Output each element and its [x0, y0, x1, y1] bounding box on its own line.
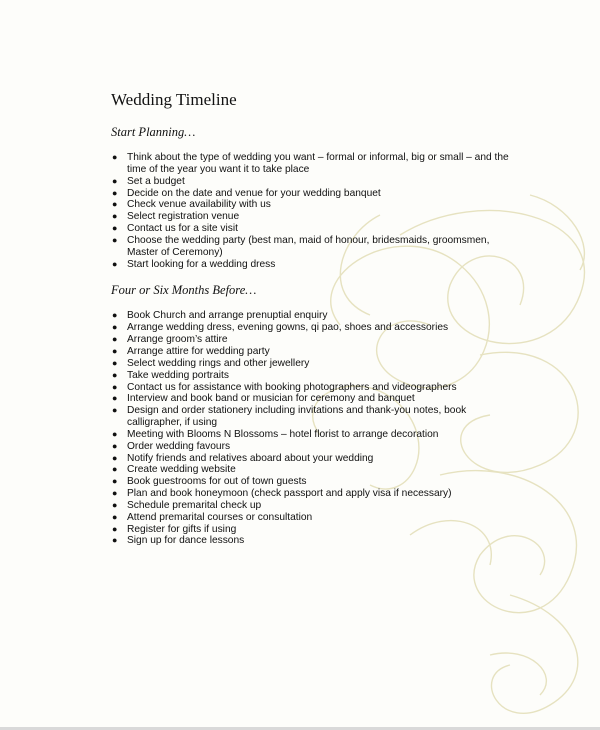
- bullet-icon: ●: [112, 211, 118, 222]
- bullet-icon: ●: [112, 488, 118, 499]
- bullet-icon: ●: [112, 357, 118, 368]
- page-title: Wedding Timeline: [111, 90, 237, 109]
- list-item: ● Notify friends and relatives aboard about your wedding: [112, 452, 374, 464]
- section-heading: Four or Six Months Before…: [111, 283, 257, 298]
- bullet-icon: ●: [112, 523, 118, 534]
- bullet-icon: ●: [112, 152, 118, 162]
- bullet-list: [111, 152, 511, 270]
- list-item: ● Arrange attire for wedding party: [112, 345, 270, 357]
- bullet-icon: ●: [112, 428, 118, 439]
- bullet-icon: ●: [112, 310, 118, 321]
- section-four-or-six-months: [111, 283, 511, 547]
- bullet-icon: ●: [112, 334, 118, 345]
- list-item: ● Choose the wedding party (best man, maid of honour, bridesmaids, groomsmen, Master of Ceremony): [112, 234, 490, 258]
- list-item: ● Arrange groom’s attire: [112, 334, 228, 346]
- list-item: ● Sign up for dance lessons: [112, 535, 245, 547]
- list-item: ● Create wedding website: [112, 464, 236, 476]
- bullet-icon: ●: [112, 405, 118, 416]
- bullet-icon: ●: [112, 199, 118, 210]
- list-item: ● Book Church and arrange prenuptial enquiry: [112, 310, 328, 322]
- list-item: ● Schedule premarital check up: [112, 499, 262, 511]
- list-item: ● Design and order stationery including invitations and thank-you notes, book calligrapher, if using: [112, 405, 467, 429]
- list-item: ● Select wedding rings and other jewellery: [112, 357, 310, 369]
- list-item: ● Check venue availability with us: [112, 199, 271, 211]
- list-item: ● Meeting with Blooms N Blossoms – hotel florist to arrange decoration: [112, 428, 439, 440]
- bullet-icon: ●: [112, 452, 118, 463]
- bullet-icon: ●: [112, 499, 118, 510]
- bullet-icon: ●: [112, 511, 118, 522]
- list-item: ● Think about the type of wedding you want – formal or informal, big or small – and the time of the year you want it to take place: [112, 152, 509, 175]
- list-item: ● Order wedding favours: [112, 440, 231, 452]
- list-item: ● Take wedding portraits: [112, 369, 229, 381]
- list-item: ● Decide on the date and venue for your wedding banquet: [112, 187, 381, 199]
- bullet-list: [111, 310, 511, 547]
- list-item: ● Plan and book honeymoon (check passport and apply visa if necessary): [112, 488, 452, 500]
- list-item: ● Book guestrooms for out of town guests: [112, 476, 307, 488]
- list-item: ● Register for gifts if using: [112, 523, 237, 535]
- section-start-planning: [111, 125, 511, 270]
- bullet-icon: ●: [112, 369, 118, 380]
- list-item: ● Attend premarital courses or consultation: [112, 511, 313, 523]
- list-item: ● Interview and book band or musician for ceremony and banquet: [112, 393, 415, 405]
- bullet-icon: ●: [112, 535, 118, 546]
- list-item: ● Contact us for a site visit: [112, 223, 238, 235]
- bullet-icon: ●: [112, 393, 118, 404]
- bullet-icon: ●: [112, 440, 118, 451]
- bullet-icon: ●: [112, 476, 118, 487]
- list-item: ● Select registration venue: [112, 211, 240, 223]
- bullet-icon: ●: [112, 464, 118, 475]
- bullet-icon: ●: [112, 381, 118, 392]
- bullet-icon: ●: [112, 223, 118, 234]
- list-item: ● Set a budget: [112, 175, 185, 187]
- bullet-icon: ●: [112, 187, 118, 198]
- bullet-icon: ●: [112, 175, 118, 186]
- list-item: ● Start looking for a wedding dress: [112, 258, 276, 270]
- list-item: ● Arrange wedding dress, evening gowns, qi pao, shoes and accessories: [112, 322, 449, 334]
- section-heading: Start Planning…: [111, 125, 196, 139]
- bullet-icon: ●: [112, 345, 118, 356]
- document-content: [111, 90, 511, 560]
- bullet-icon: ●: [112, 322, 118, 333]
- bullet-icon: ●: [112, 258, 118, 269]
- list-item: ● Contact us for assistance with booking photographers and videographers: [112, 381, 457, 393]
- bullet-icon: ●: [112, 234, 118, 245]
